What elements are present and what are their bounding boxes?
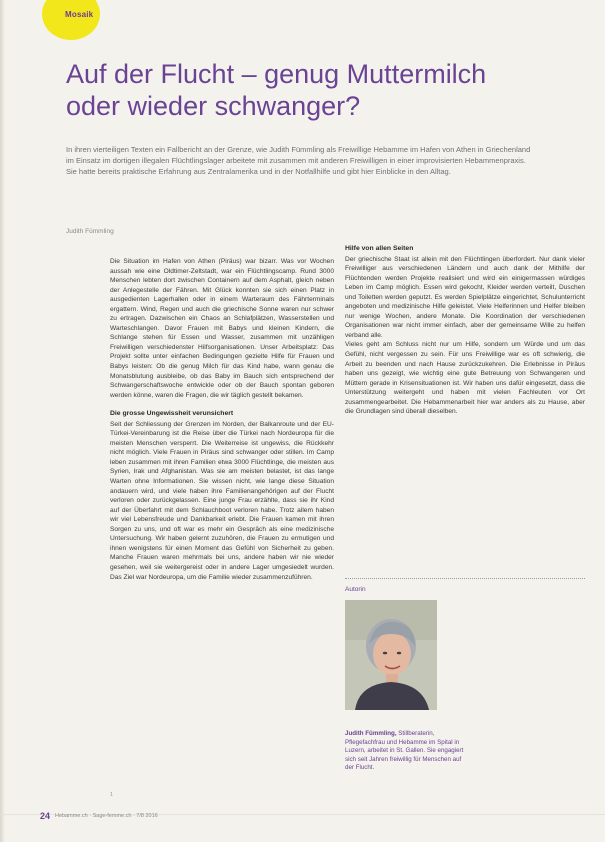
byline: Judith Fümmling [66, 228, 114, 235]
article-lead: In ihren vierteiligen Texten ein Fallbericht an der Grenze, wie Judith Fümmling als Freiwillige Hebamme im Hafen von Athen in Griechenland im Einsatz im dortigen illegalen Flüchtlingslager arbeitete mit zusammen mit anderen Freiwilligen in einer improvisierten Hebammenpraxis. Sie hatte bereits praktische Erfahrung aus Zentralamerika und in der Notfallhilfe und gibt hier Einblicke in den Alltag. [66, 145, 531, 177]
paragraph: Der griechische Staat ist allein mit den Flüchtlingen überfordert. Nur dank vieler Freiwilliger aus verschiedenen Ländern und auch dank der Mithilfe der Flüchtenden werden Projekte realisiert und wird ein einigermassen würdiges Leben im Camp möglich. Essen wird gekocht, Kleider werden verteilt, Duschen und Toiletten werden geputzt. Es werden Spielplätze eingerichtet, Schulunterricht angeboten und medizinische Hilfe geleistet. Viele Helferinnen und Helfer bleiben nur wenige Wochen, andere Monate. Die Koordination der verschiedenen Organisationen war nicht immer einfach, aber der gemeinsame Wille zu helfen verband alle. [345, 255, 585, 339]
page-edge [0, 0, 5, 842]
caption-name: Judith Fümmling, [345, 730, 397, 737]
rubric-label: Mosaik [65, 10, 94, 19]
footer-source: Hebamme.ch · Sage-femme.ch · 7/8 2016 [55, 813, 158, 819]
column-right [345, 244, 585, 584]
author-caption [345, 730, 465, 773]
caption-text: Stillberaterin, Pflegefachfrau und Hebamme im Spital in Luzern, arbeitet in St. Gallen. Sie engagiert sich seit Jahren freiwillig für Menschen auf der Flucht. [345, 730, 464, 772]
paragraph: Die Situation im Hafen von Athen (Piräus) war bizarr. Was vor Wochen aussah wie eine Oldtimer-Zeltstadt, war ein Flüchtlingscamp. Rund 3000 Menschen lebten dort zwischen Containern auf dem Asphalt, gleich neben der Anlegestelle der Fähren. Mit Glück konnten sie sich einen Platz in ausgedienten Lagerhallen oder in einem Warteraum des Fährterminals ergattern. Wind, Regen und auch die griechische Sonne waren nur schwer zu ertragen. Dazwischen ein Chaos an Schlafplätzen, Wasserstellen und Warteschlangen. Davor Frauen mit Babys und kleinen Kindern, die Schlange stehen für Essen und Wasser, zusammen mit unzähligen Freiwilligen verschiedenster Hilfsorganisationen. Unser Arbeitsplatz: Das Projekt sollte unter einfachen Bedingungen gezielte Hilfe für Frauen und Babys leisten: Ob die genug Milch für das Kind habe, wann genau die Monatsblutung ausbleibe, ob das Baby im Bauch sich entsprechend der Schwangerschaftswoche entwickle oder ob der Bauch spontan geboren werden könne, waren die Fragen, die wir täglich gestellt bekamen. [110, 258, 334, 399]
footnote: 1 [110, 792, 114, 798]
subheading: Die grosse Ungewissheit verunsichert [110, 410, 234, 418]
rubric-dot [42, 0, 100, 40]
paragraph: Vieles geht am Schluss nicht nur um Hilfe, sondern um Würde und um das Gefühl, nicht vergessen zu sein. Für uns Freiwillige war es oft schwierig, die Arbeit zu beenden und nach Hause zurückzukehren. Die Erlebnisse in Piräus haben uns gezeigt, wie wichtig eine gute Betreuung von Schwangeren und Müttern gerade in Krisensituationen ist. Wir haben uns dafür eingesetzt, dass die Unterstützung weitergeht und haben mit vielen Fachleuten vor Ort zusammengearbeitet. Die Hebammenarbeit hier war anders als zu Hause, aber die Grundlagen sind überall dieselben. [345, 341, 585, 416]
paragraph: Seit der Schliessung der Grenzen im Norden, der Balkanroute und der EU-Türkei-Vereinbarung ist die Reise über die Türkei nach Nordeuropa für die meisten Menschen versperrt. Die Weiterreise ist ungewiss, die Rückkehr nicht möglich. Viele Frauen in Piräus sind schwanger oder stillen. Im Camp leben zusammen mit ihren Familien etwa 3000 Flüchtlinge, die meisten aus Syrien, Irak und Afghanistan. Was sie am meisten belastet, ist das lange Warten ohne Informationen. Sie wissen nicht, wie lange diese Situation andauern wird, und viele haben ihre Familienangehörigen auf der Flucht verloren oder zurückgelassen. Eine junge Frau erzählte, dass sie ihr Kind auf der Überfahrt mit dem Schlauchboot verloren habe. Trotz allem haben wir viel Lebensfreude und Dankbarkeit erlebt. Die Frauen kamen mit ihren Sorgen zu uns, und oft war es mehr ein Gespräch als eine medizinische Untersuchung. Wir haben gelernt zuzuhören, die Frauen zu ermutigen und ihnen wenigstens für einen Moment das Gefühl von Sicherheit zu geben. Manche Frauen waren mehrmals bei uns, andere haben wir nie wieder gesehen, weil sie weitergereist oder in andere Lager umgesiedelt wurden. Das Ziel war Nordeuropa, um die Familie wieder zusammenzuführen. [110, 420, 334, 581]
column-left [110, 257, 334, 787]
author-portrait [345, 600, 437, 710]
article-title: Auf der Flucht – genug Muttermilch oder wieder schwanger? [66, 59, 487, 121]
author-label: Autorin [345, 586, 366, 593]
page-number: 24 [40, 811, 51, 821]
subheading: Hilfe von allen Seiten [345, 245, 414, 252]
dotted-divider [345, 578, 585, 579]
